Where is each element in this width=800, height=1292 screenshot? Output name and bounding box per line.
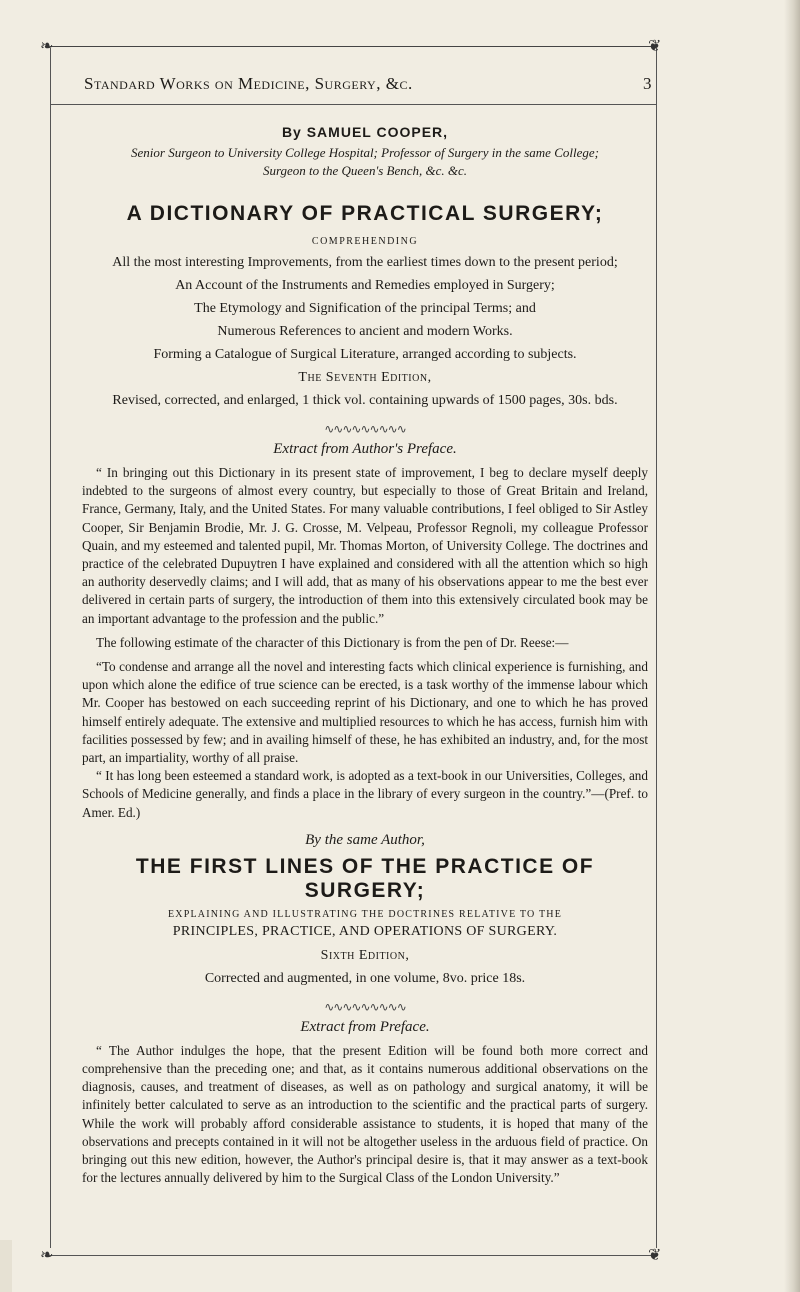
header-rule <box>50 104 656 105</box>
page-content <box>82 118 648 1187</box>
book1-review: “To condense and arrange all the novel and interesting facts which clinical experience is furnishing, and upon which alone the edifice of true science can be erected, is a task worthy of the immense labour which Mr. Cooper has bestowed on each succeeding reprint of his Dictionary, and one to which he has proved himself entirely adequate. The extensive and multiplied resources to which he has access, furnish him with facilities possessed by few; and in availing himself of these, he has exhibited an industry, and, for the most part, an impartiality, worthy of all praise. <box>82 659 648 766</box>
book2-extract-heading: Extract from Preface. <box>300 1018 430 1035</box>
corner-ornament-icon: ❧ <box>40 1247 54 1264</box>
book1-line: Numerous References to ancient and modern Works. <box>217 324 513 339</box>
book1-preface: “ In bringing out this Dictionary in its present state of improvement, I beg to declare myself deeply indebted to the surgeons of almost every country, but especially to those of Great Britain and Ireland, France, Germany, Italy, and the United States. For many valuable contributions, I feel obliged to Sir Astley Cooper, Sir Benjamin Brodie, Mr. J. G. Crosse, M. Velpeau, Professor Regnoli, my colleague Professor Quain, and my esteemed and talented pupil, Mr. Thomas Morton, of University College. The doctrines and practice of the celebrated Dupuytren I have explained and considered with all the attention which so high an authority deservedly claims; and I will add, that as many of his observations appear to me the best ever delivered in certain parts of surgery, the introduction of them into this extensively circulated book may be an important advantage to the profession and the public.” <box>82 465 648 626</box>
book1-estimate-intro: The following estimate of the character of this Dictionary is from the pen of Dr. Reese:— <box>96 634 569 650</box>
book2-edition: Sixth Edition, <box>320 947 410 963</box>
ornament-divider: ∿∿∿∿∿∿∿∿∿ <box>324 422 406 436</box>
author-byline: By SAMUEL COOPER, <box>281 124 449 140</box>
book1-comprehending: COMPREHENDING <box>311 236 419 247</box>
book1-line: An Account of the Instruments and Remedies employed in Surgery; <box>175 278 555 293</box>
book2-principles: PRINCIPLES, PRACTICE, AND OPERATIONS OF SURGERY. <box>172 923 558 939</box>
ornament-divider: ∿∿∿∿∿∿∿∿∿ <box>324 999 406 1014</box>
corner-ornament-icon: ❧ <box>40 38 54 55</box>
book1-extract-heading: Extract from Author's Preface. <box>273 441 457 457</box>
book1-details: Revised, corrected, and enlarged, 1 thick vol. containing upwards of 1500 pages, 30s. bds. <box>112 393 618 408</box>
page-edge-shadow <box>784 0 800 1292</box>
right-border <box>656 48 657 1248</box>
top-rule <box>50 46 656 47</box>
book2-details: Corrected and augmented, in one volume, 8vo. price 18s. <box>204 970 526 986</box>
book1-review-2: “ It has long been esteemed a standard work, is adopted as a text-book in our Universities, Colleges, and Schools of Medicine generally, and finds a place in the library of every surgeon in the country.”—(Pref. to Amer. Ed.) <box>82 768 648 820</box>
book2-by-same: By the same Author, <box>305 831 425 848</box>
book1-edition: The Seventh Edition, <box>298 370 432 385</box>
author-credentials-2: Surgeon to the Queen's Bench, &c. &c. <box>262 163 468 178</box>
page-number: 3 <box>643 74 652 93</box>
book2-subtitle: EXPLAINING AND ILLUSTRATING THE DOCTRINES RELATIVE TO THE <box>167 908 563 920</box>
bottom-rule <box>50 1255 656 1256</box>
running-header <box>84 74 652 94</box>
corner-ornament-icon: ❦ <box>648 1247 662 1264</box>
corner-ornament-icon: ❦ <box>648 38 662 55</box>
author-credentials: Senior Surgeon to University College Hospital; Professor of Surgery in the same College; <box>131 145 599 160</box>
book1-title: A DICTIONARY OF PRACTICAL SURGERY; <box>126 202 604 225</box>
book1-line: Forming a Catalogue of Surgical Literature, arranged according to subjects. <box>153 347 577 362</box>
book1-line: All the most interesting Improvements, from the earliest times down to the present period; <box>112 255 618 270</box>
running-title: Standard Works on Medicine, Surgery, &c. <box>84 74 413 93</box>
book2-title: THE FIRST LINES OF THE PRACTICE OF SURGERY; <box>135 854 595 902</box>
book1-line: The Etymology and Signification of the principal Terms; and <box>194 301 536 316</box>
book2-preface: “ The Author indulges the hope, that the present Edition will be found both more correct and comprehensive than the preceding one; and that, as it contains numerous additional observations on the diagnosis, causes, and treatment of diseases, as well as on pathology and surgical anatomy, it will be infinitely better calculated to serve as an introduction to the scientific and the practical parts of surgery. While the work will probably afford considerable assistance to students, it is hoped that many of the observations and precepts contained in it will not be altogether useless in the arduous field of practice. On bringing out this new edition, however, the Author's principal desire is, that it may answer as a text-book for the lectures annually delivered by him to the Surgical Class of the London University.” <box>82 1042 648 1186</box>
page-edge-left <box>0 1240 12 1292</box>
left-border <box>50 48 51 1248</box>
